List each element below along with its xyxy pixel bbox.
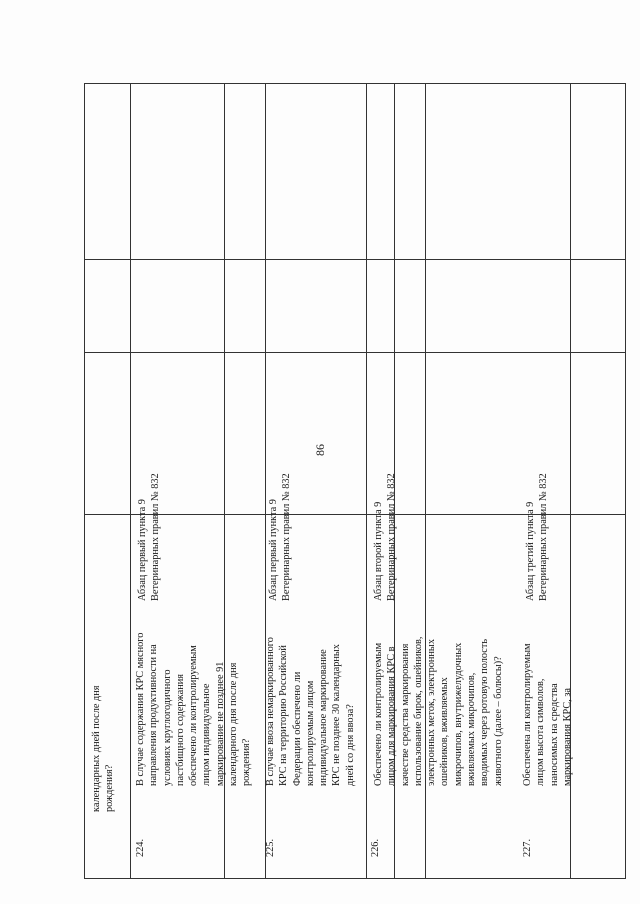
question-text: В случае содержания КРС мясного направления продуктивности на условиях круглогодичного пастбищного содержания обеспечено ли контролируемым лицом индивидуальное маркирование не позднее 91 календарного дня после дня рождения? [135, 632, 253, 786]
row-divider [84, 259, 625, 260]
legal-reference: Абзац первый пункта 9 Ветеринарных правил № 832 [268, 473, 293, 601]
legal-reference: Абзац первый пункта 9 Ветеринарных правил № 832 [137, 473, 162, 601]
row-number: 224. [135, 838, 146, 857]
row-number: 226. [370, 838, 381, 857]
column-divider [366, 84, 367, 879]
column-divider [130, 84, 131, 879]
question-text: В случае ввоза немаркированного КРС на территорию Российской Федерации обеспечено ли контролируемым лицом индивидуальное маркирование КРС не позднее 30 календарных дней со дня ввоза? [265, 637, 356, 786]
legal-reference: Абзац второй пункта 9 Ветеринарных правил № 832 [373, 473, 398, 601]
row-number: 227. [522, 838, 533, 857]
row-divider [84, 352, 625, 353]
question-text: Обеспечена ли контролируемым лицом высота символов, наносимых на средства маркирования КРС, за [522, 643, 573, 786]
legal-reference: Абзац третий пункта 9 Ветеринарных правил № 832 [525, 473, 550, 601]
table-border-left [84, 84, 85, 879]
question-text: Обеспечено ли контролируемым лицом для маркирования КРС в качестве средства маркирования использование бирок, ошейников, электронных меток, электронных ошейников, вживляемых микрочипов, внутрижелудочных вживляемых микрочипов, вводимых через ротовую полость животного (далее – болюсы)? [373, 636, 504, 786]
page-number: 86 [313, 444, 327, 456]
row-number: 225. [265, 838, 276, 857]
checklist-table [84, 83, 626, 879]
table-border-bottom [84, 878, 625, 879]
question-text: календарных дней после дня рождения? [91, 685, 116, 812]
